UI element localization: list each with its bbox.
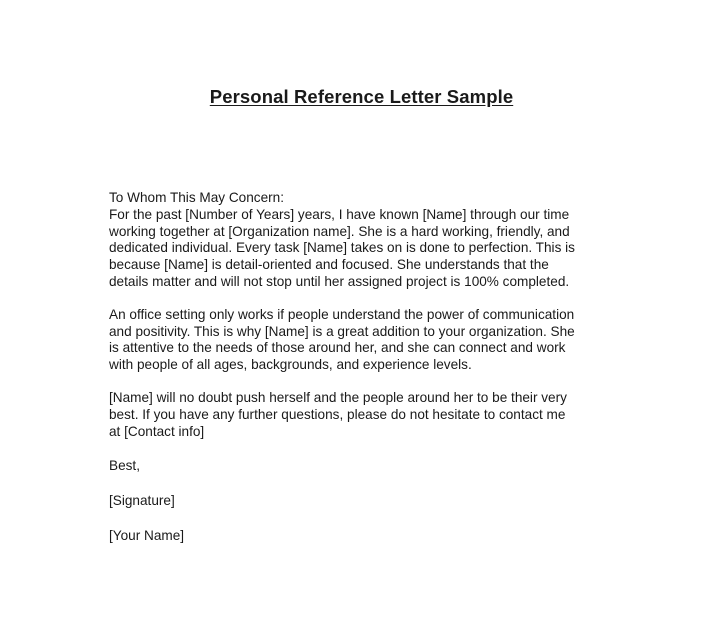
paragraph-spacer	[109, 440, 629, 458]
paragraph-spacer	[109, 475, 629, 493]
paragraph-spacer	[109, 510, 629, 528]
signature-placeholder: [Signature]	[109, 493, 175, 509]
letter-title: Personal Reference Letter Sample	[209, 86, 514, 107]
paragraph-spacer	[109, 374, 629, 390]
your-name-placeholder: [Your Name]	[109, 527, 185, 543]
closing: Best,	[109, 458, 140, 474]
salutation: To Whom This May Concern:	[109, 190, 285, 205]
paragraph-spacer	[109, 291, 629, 307]
paragraph-1: For the past [Number of Years] years, I have known [Name] through our time working together at [Organization name]. She is a hard working, friendly, and dedicated individual. Every task [Name] takes on is done to perfection. This is because [Name] is detail-oriented and focused. She understands that the details matter and will not stop until her assigned project is 100% completed.	[109, 206, 575, 289]
paragraph-2: An office setting only works if people understand the power of communication and positivity. This is why [Name] is a great addition to your organization. She is attentive to the needs of those around her, and she can connect and work with people of all ages, backgrounds, and experience levels.	[109, 306, 575, 373]
paragraph-3: [Name] will no doubt push herself and the people around her to be their very best. If you have any further questions, please do not hesitate to contact me at [Contact info]	[109, 389, 567, 439]
letter-body	[109, 190, 629, 545]
